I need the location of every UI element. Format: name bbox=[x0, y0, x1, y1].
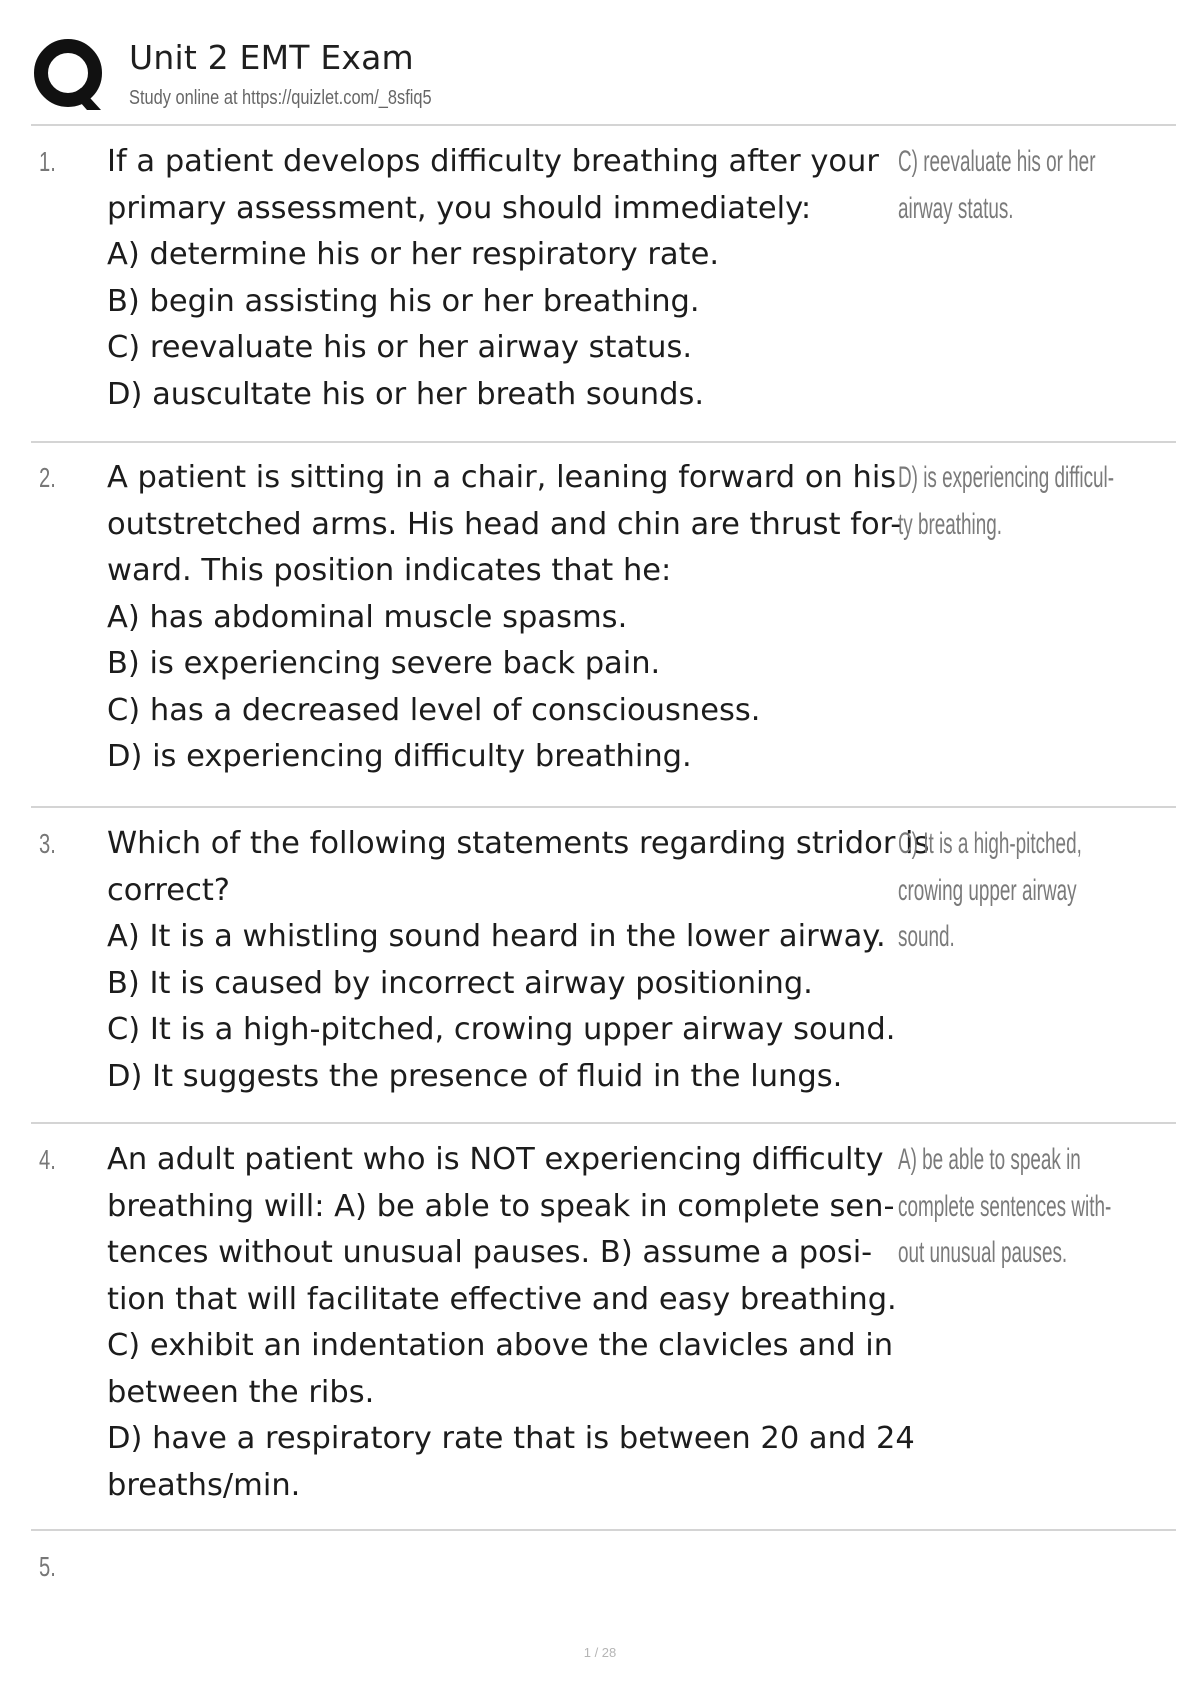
answer-text: C) reevaluate his or her airway status. bbox=[898, 145, 1096, 225]
divider bbox=[31, 806, 1176, 808]
question-text: A patient is sitting in a chair, leaning forward on his outstretched arms. His head and chin are thrust for- ward. This position indicates that he: A) has abdominal muscle spasms. B) is experiencing severe back pain. C) has a decreased level of consciousness. D) is experiencing difficulty breathing. bbox=[107, 460, 902, 774]
divider bbox=[31, 1122, 1176, 1124]
quizlet-q-logo-icon bbox=[31, 36, 109, 114]
page-title: Unit 2 EMT Exam bbox=[129, 38, 414, 77]
answer-text: A) be able to speak in complete sentences with- out unusual pauses. bbox=[898, 1143, 1112, 1269]
study-online-link[interactable]: Study online at https://quizlet.com/_8sfiq5 bbox=[129, 87, 432, 109]
item-number: 5. bbox=[39, 1551, 56, 1582]
divider bbox=[31, 124, 1176, 126]
item-number: 2. bbox=[39, 462, 56, 493]
question-text: Which of the following statements regarding stridor is correct? A) It is a whistling sound heard in the lower airway. B) It is caused by incorrect airway positioning. C) It is a high-pitched, crowing upper airway sound. D) It suggests the presence of fluid in the lungs. bbox=[107, 826, 930, 1094]
answer-text: D) is experiencing difficul- ty breathing. bbox=[898, 461, 1115, 541]
page-indicator: 1 / 28 bbox=[583, 1645, 617, 1660]
item-number: 3. bbox=[39, 828, 56, 859]
page-header bbox=[31, 36, 1171, 126]
question-text: An adult patient who is NOT experiencing difficulty breathing will: A) be able to speak in complete sen- tences without unusual pauses. B) assume a posi- tion that will facilitate effective and easy breathing. C) exhibit an indentation above the clavicles and in between the ribs. D) have a respiratory rate that is between 20 and 24 breaths/min. bbox=[107, 1142, 915, 1503]
divider bbox=[31, 1529, 1176, 1531]
question-text: If a patient develops difficulty breathing after your primary assessment, you should immediately: A) determine his or her respiratory rate. B) begin assisting his or her breathing. C) reevaluate his or her airway status. D) auscultate his or her breath sounds. bbox=[107, 144, 879, 412]
item-number: 1. bbox=[39, 146, 56, 177]
item-number: 4. bbox=[39, 1144, 56, 1175]
answer-text: C) It is a high-pitched, crowing upper airway sound. bbox=[898, 827, 1082, 953]
divider bbox=[31, 441, 1176, 443]
